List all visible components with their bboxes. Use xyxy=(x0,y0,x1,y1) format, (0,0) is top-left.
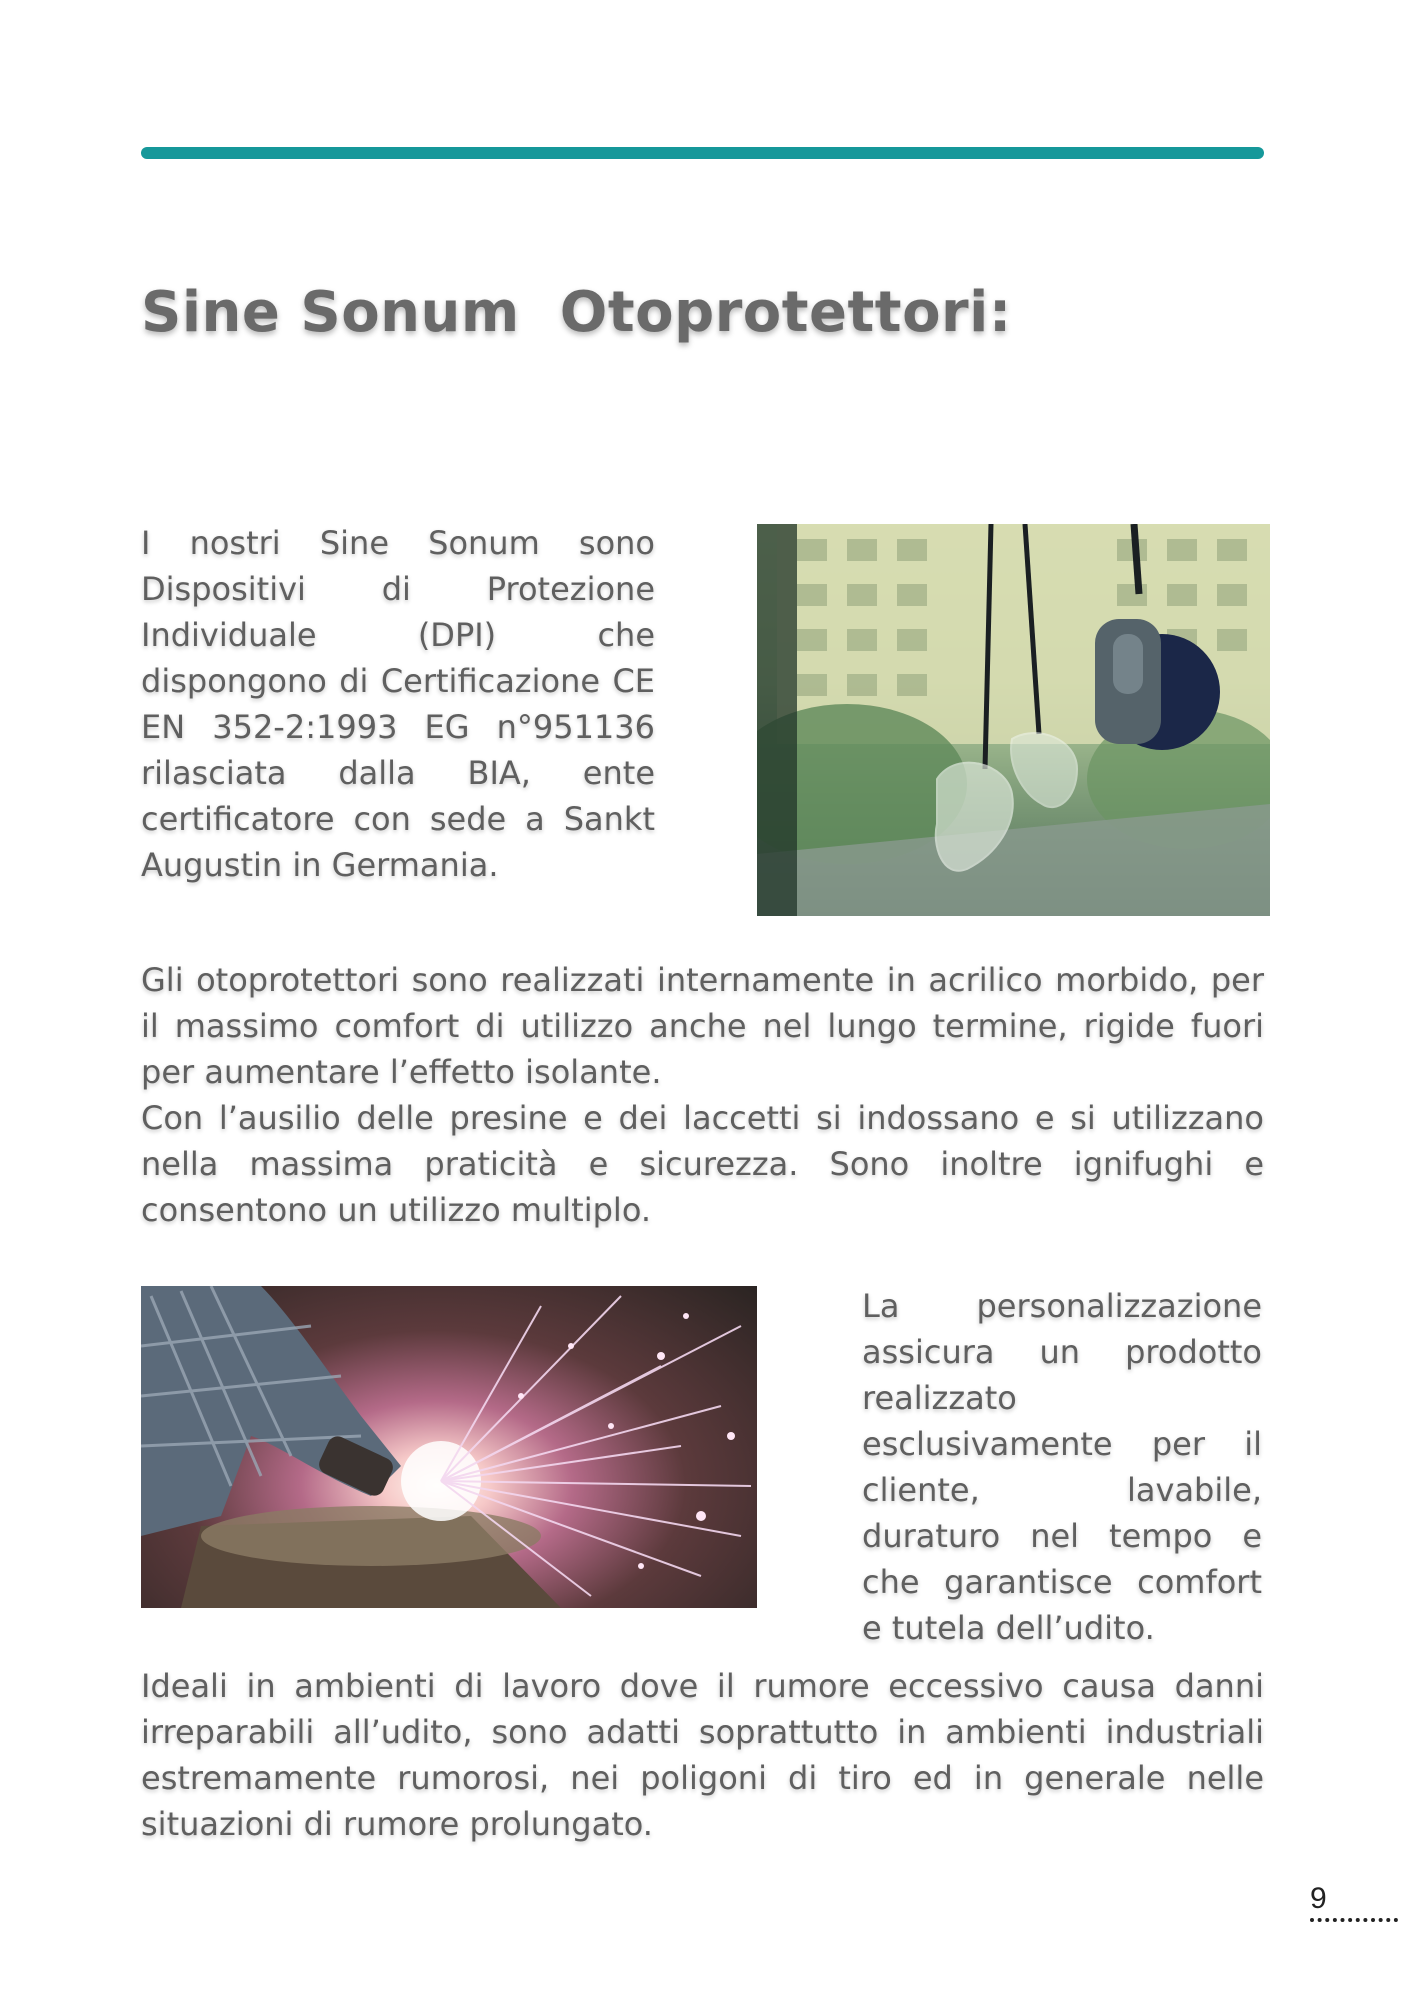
certification-paragraph: I nostri Sine Sonum sono Dispositivi di Protezione Individuale (DPI) che dispongono di Certificazione CE EN 352-2:1993 EG n°951136 rilasciata dalla BIA, ente certificatore con sede a Sankt Augustin in Germania. xyxy=(141,524,655,884)
earplugs-photo xyxy=(757,524,1270,916)
page-number-dotted-line xyxy=(1310,1918,1398,1922)
grinding-sparks-photo xyxy=(141,1286,757,1608)
material-description xyxy=(141,957,1264,1233)
personalization-paragraph: La personalizzazione assicura un prodotto realizzato esclusivamente per il cliente, lavabile, duraturo nel tempo e che garantisce comfort e tutela dell’udito. xyxy=(862,1287,1262,1647)
page-number: 9 xyxy=(1310,1882,1327,1915)
usage-paragraph: Ideali in ambienti di lavoro dove il rumore eccessivo causa danni irreparabili all’udito, sono adatti soprattutto in ambienti industriali estremamente rumorosi, nei poligoni di tiro ed in generale nelle situazioni di rumore prolungato. xyxy=(141,1667,1264,1843)
material-paragraph-a: Gli otoprotettori sono realizzati internamente in acrilico morbido, per il massimo comfort di utilizzo anche nel lungo termine, rigide fuori per aumentare l’effetto isolante. xyxy=(141,961,1264,1091)
top-accent-rule xyxy=(141,147,1264,159)
page-title: Sine Sonum Otoprotettori: xyxy=(141,280,1012,345)
material-paragraph-b: Con l’ausilio delle presine e dei laccetti si indossano e si utilizzano nella massima praticità e sicurezza. Sono inoltre ignifughi e consentono un utilizzo multiplo. xyxy=(141,1099,1264,1229)
